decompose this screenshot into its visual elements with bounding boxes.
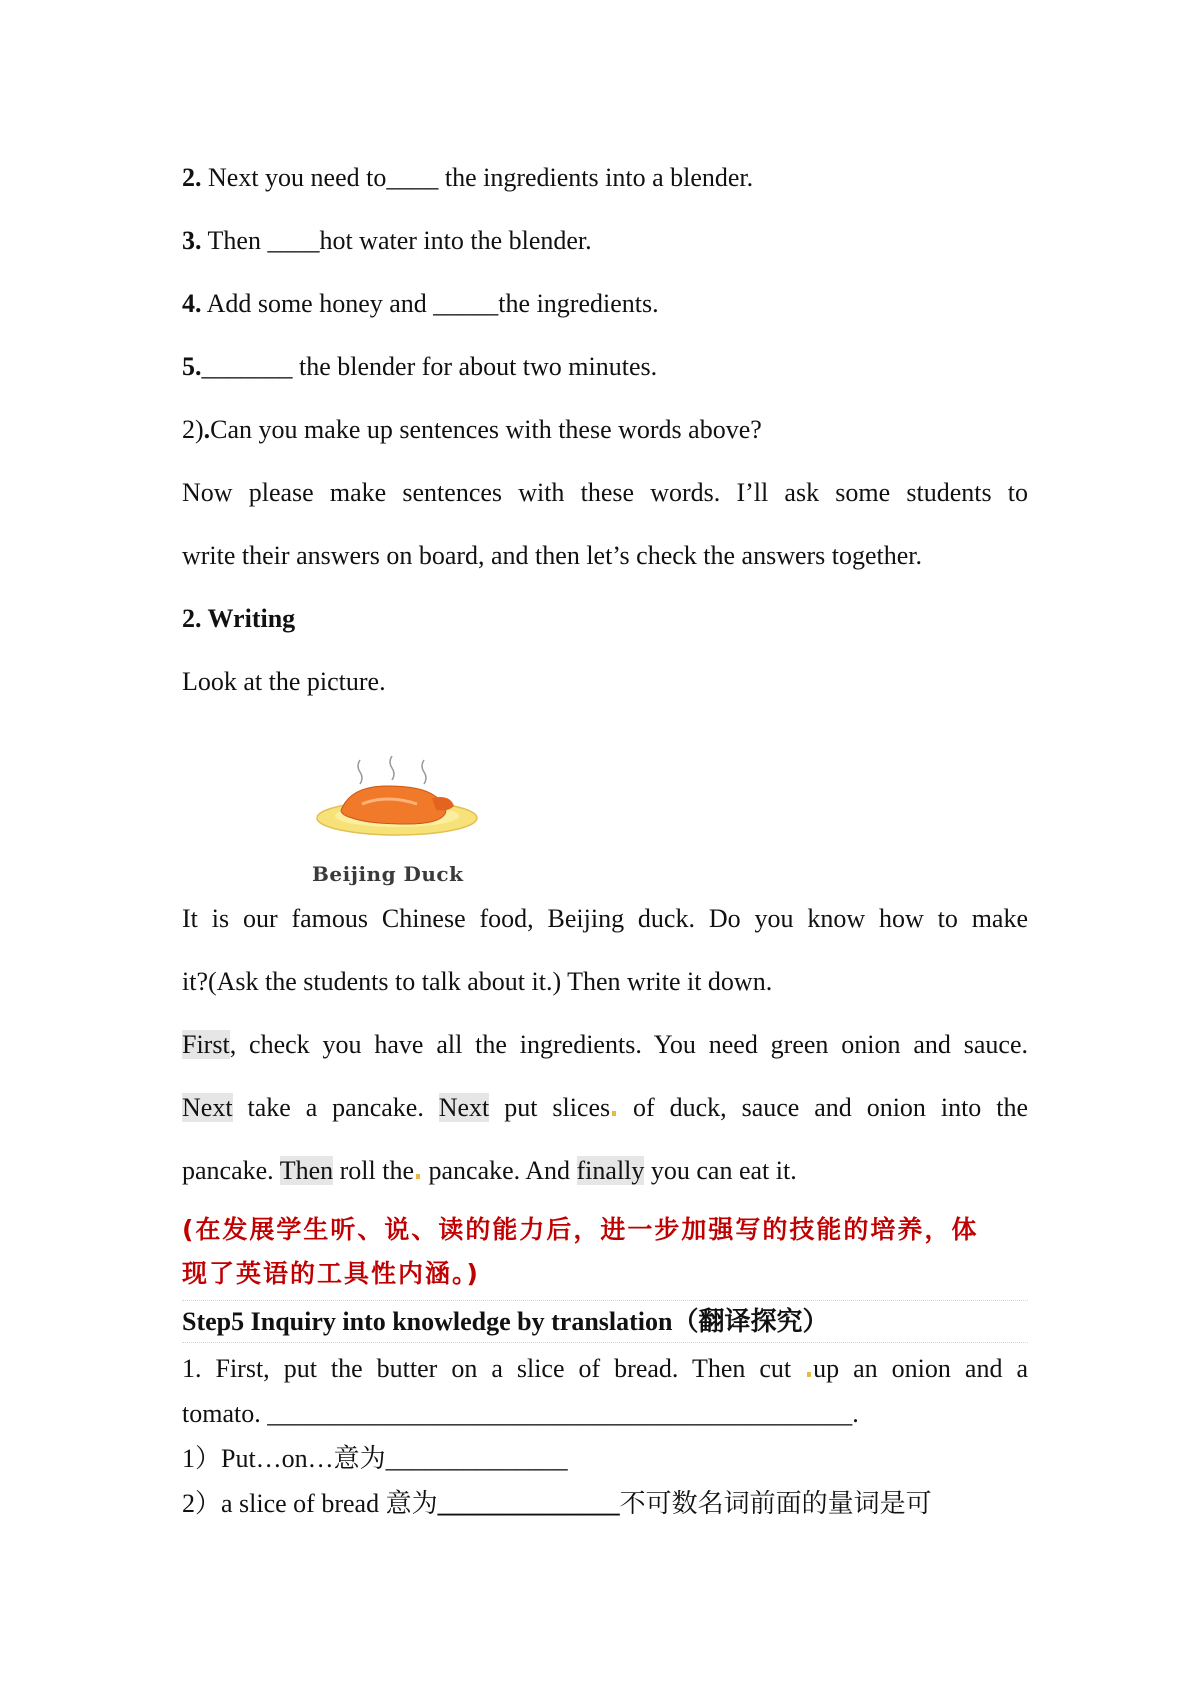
writing-look-instruction: Look at the picture. <box>182 667 386 696</box>
steam-icon <box>358 760 362 784</box>
step5-heading: Step5 Inquiry into knowledge by translation（翻译探究） <box>182 1307 829 1336</box>
part2-question: 2).Can you make up sentences with these words above? <box>182 415 762 444</box>
exercise-item-3: 3. Then ____hot water into the blender. <box>182 226 592 255</box>
writing-heading: 2. Writing <box>182 604 296 633</box>
step5-sub2: 2）a slice of bread 意为______________不可数名词前面的量词是可 <box>182 1489 932 1518</box>
part2-instruction-line2: write their answers on board, and then let’s check the answers together. <box>182 541 923 570</box>
exercise-item-5: 5._______ the blender for about two minutes. <box>182 352 658 381</box>
teaching-note-line2: 现了英语的工具性内涵。) <box>182 1259 480 1288</box>
sample-answer-line3: pancake. Then roll the pancake. And finally you can eat it. <box>182 1156 797 1185</box>
teaching-note-line1: (在发展学生听、说、读的能力后，进一步加强写的技能的培养，体 <box>182 1215 979 1244</box>
beijing-duck-image <box>312 752 482 852</box>
edit-mark <box>612 1111 616 1116</box>
exercise-item-2: 2. Next you need to____ the ingredients into a blender. <box>182 163 754 192</box>
part2-instruction-line1: Now please make sentences with these words. I’ll ask some students to <box>182 478 1028 507</box>
edit-mark <box>416 1174 420 1179</box>
duck-body-icon <box>341 786 446 824</box>
steam-icon <box>390 756 394 780</box>
writing-intro-line2: it?(Ask the students to talk about it.) Then write it down. <box>182 967 773 996</box>
step5-sub1: 1）Put…on…意为______________ <box>182 1444 568 1473</box>
divider <box>182 1300 1028 1301</box>
edit-mark <box>807 1372 811 1377</box>
divider <box>182 1342 1028 1343</box>
highlight-first: First <box>182 1030 230 1059</box>
writing-intro-line1: It is our famous Chinese food, Beijing duck. Do you know how to make <box>182 904 1028 933</box>
highlight-next: Next <box>438 1093 490 1122</box>
step5-item1-line1: 1. First, put the butter on a slice of bread. Then cut up an onion and a <box>182 1354 1028 1383</box>
sample-answer-line2: Next take a pancake. Next put slices of duck, sauce and onion into the <box>182 1093 1028 1122</box>
exercise-item-4: 4. Add some honey and _____the ingredients. <box>182 289 659 318</box>
sample-answer-line1: First, check you have all the ingredients. You need green onion and sauce. <box>182 1030 1028 1059</box>
highlight-finally: finally <box>576 1156 645 1185</box>
highlight-then: Then <box>279 1156 334 1185</box>
step5-item1-line2: tomato. _____________________________________________. <box>182 1399 859 1428</box>
image-caption: Beijing Duck <box>312 862 464 886</box>
steam-icon <box>422 760 426 784</box>
highlight-next: Next <box>182 1093 233 1122</box>
